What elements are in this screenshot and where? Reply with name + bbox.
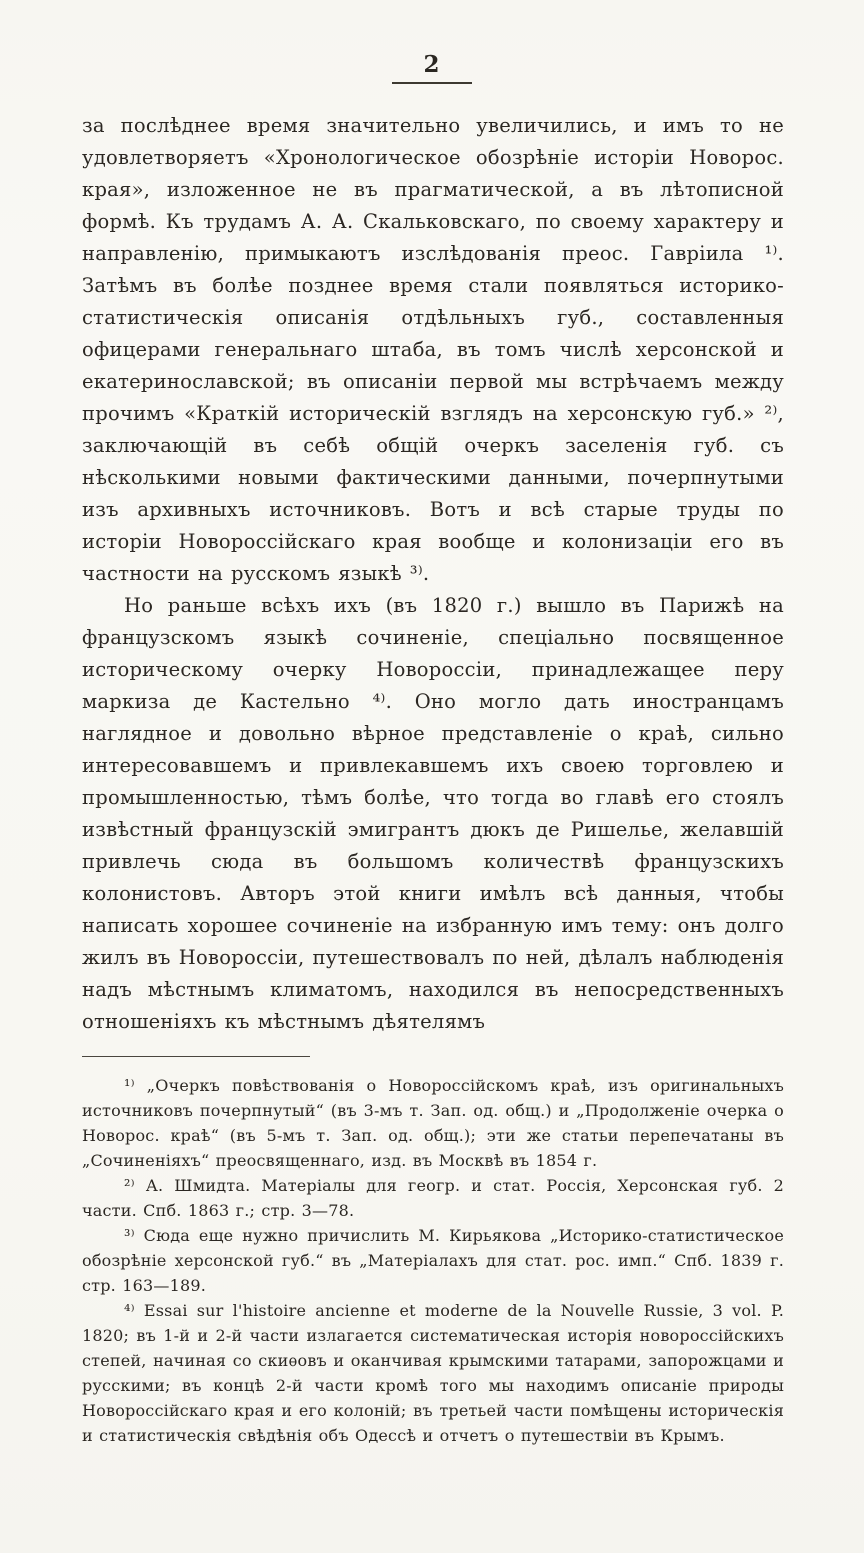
footnote-2: ²⁾ А. Шмидта. Матеріалы для геогр. и стат. Россія, Херсонская губ. 2 части. Спб. 1863 г.; стр. 3—78. xyxy=(82,1176,784,1221)
body-text xyxy=(82,110,784,1038)
footnote-4: ⁴⁾ Essai sur l'histoire ancienne et moderne de la Nouvelle Russie, 3 vol. P. 1820; въ 1-й и 2-й части излагается систематическая исторія новороссійскихъ степей, начиная со скиѳовъ и оканчивая крымскими татарами, запорожцами и русскими; въ концѣ 2-й части кромѣ того мы находимъ описаніе природы Новороссійскаго края и его колоній; въ третьей части помѣщены историческія и статистическія свѣдѣнія объ Одессѣ и отчетъ о путешествіи въ Крымъ. xyxy=(82,1301,784,1446)
page-number-rule xyxy=(392,82,472,84)
footnote-3: ³⁾ Сюда еще нужно причислить М. Кирьякова „Историко-статистическое обозрѣніе херсонской губ.“ въ „Матеріалахъ для стат. рос. имп.“ Спб. 1839 г. стр. 163—189. xyxy=(82,1226,784,1296)
paragraph-2: Но раньше всѣхъ ихъ (въ 1820 г.) вышло въ Парижѣ на французскомъ языкѣ сочиненіе, спеціально посвященное историческому очерку Новороссіи, принадлежащее перу маркиза де Кастельно ⁴⁾. Оно могло дать иностранцамъ наглядное и довольно вѣрное представленіе о краѣ, сильно интересовавшемъ и привлекавшемъ ихъ своею торговлею и промышленностью, тѣмъ болѣе, что тогда во главѣ его стоялъ извѣстный французскій эмигрантъ дюкъ де Ришелье, желавшій привлечь сюда въ большомъ количествѣ французскихъ колонистовъ. Авторъ этой книги имѣлъ всѣ данныя, чтобы написать хорошее сочиненіе на избранную имъ тему: онъ долго жилъ въ Новороссіи, путешествовалъ по ней, дѣлалъ наблюденія надъ мѣстнымъ климатомъ, находился въ непосредственныхъ отношеніяхъ къ мѣстнымъ дѣятелямъ xyxy=(82,594,784,1034)
paragraph-1: за послѣднее время значительно увеличились, и имъ то не удовлетворяетъ «Хронологическое обозрѣніе исторіи Новорос. края», изложенное не въ прагматической, а въ лѣтописной формѣ. Къ трудамъ А. А. Скальковскаго, по своему характеру и направленію, примыкаютъ изслѣдованія преос. Гавріила ¹⁾. Затѣмъ въ болѣе позднее время стали появляться историко-статистическія описанія отдѣльныхъ губ., составленныя офицерами генеральнаго штаба, въ томъ числѣ херсонской и екатеринославской; въ описаніи первой мы встрѣчаемъ между прочимъ «Краткій историческій взглядъ на херсонскую губ.» ²⁾, заключающій въ себѣ общій очеркъ заселенія губ. съ нѣсколькими новыми фактическими данными, почерпнутыми изъ архивныхъ источниковъ. Вотъ и всѣ старые труды по исторіи Новороссійскаго края вообще и колонизаціи его въ частности на русскомъ языкѣ ³⁾. xyxy=(82,114,784,586)
footnote-1: ¹⁾ „Очеркъ повѣствованія о Новороссійскомъ краѣ, изъ оригинальныхъ источниковъ почерпнутый“ (въ 3-мъ т. Зап. од. общ.) и „Продолженіе очерка о Новорос. краѣ“ (въ 5-мъ т. Зап. од. общ.); эти же статьи перепечатаны въ „Сочиненіяхъ“ преосвященнаго, изд. въ Москвѣ въ 1854 г. xyxy=(82,1076,784,1171)
page-header xyxy=(0,0,864,84)
footnote-separator xyxy=(82,1056,310,1057)
footnotes xyxy=(82,1073,784,1448)
page-number: 2 xyxy=(423,51,441,78)
